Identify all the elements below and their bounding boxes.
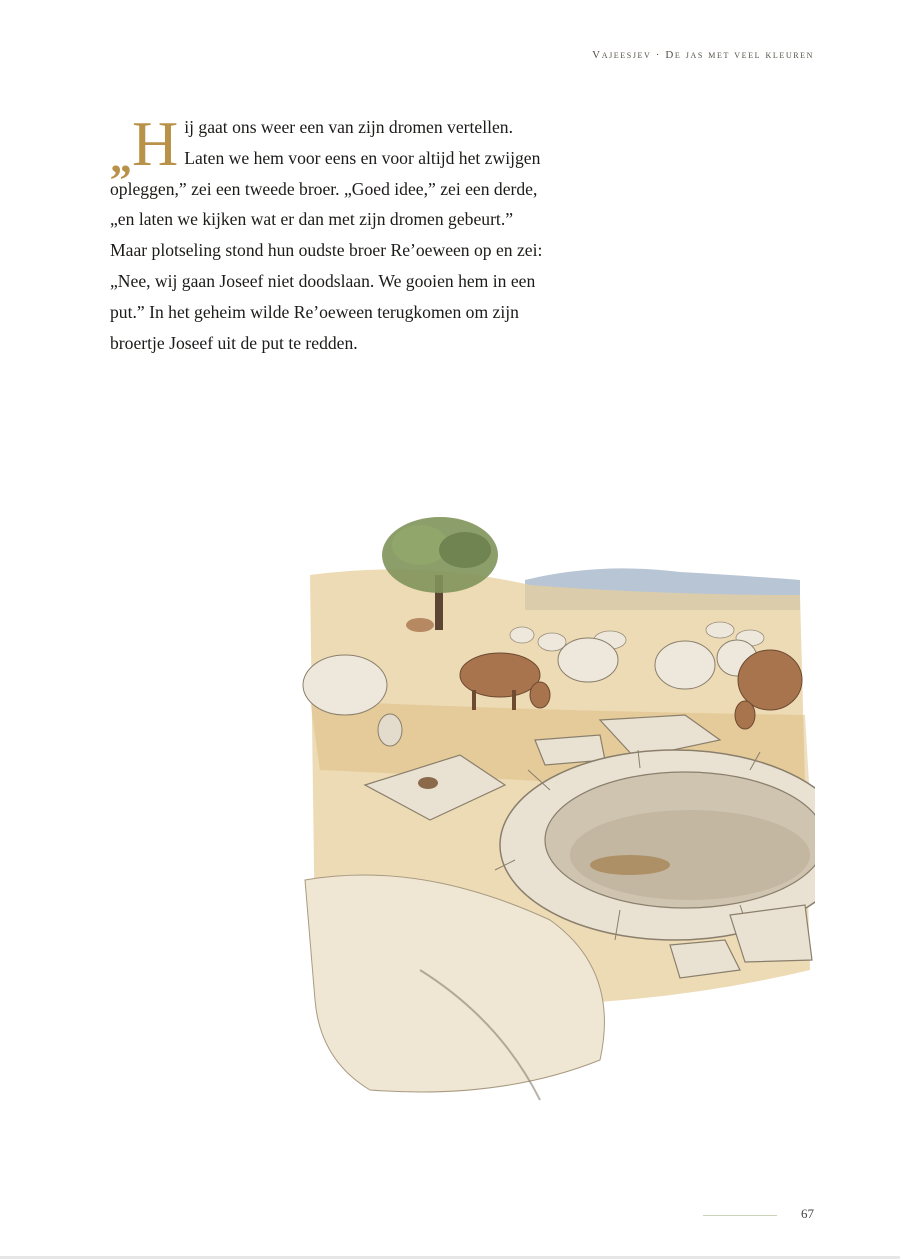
drop-cap-quote: „ — [110, 133, 132, 182]
page-number: 67 — [801, 1206, 814, 1221]
sheep-left — [303, 655, 387, 715]
footer-rule — [703, 1215, 777, 1216]
story-text — [110, 108, 550, 358]
bird — [418, 777, 438, 789]
drop-cap — [110, 108, 179, 182]
story-paragraph: ij gaat ons weer een van zijn dromen vertellen. Laten we hem voor eens en voor altijd het zwijgen opleggen,” zei een tweede broer. „Goed idee,” zei een derde, „en laten we kijken wat er dan met zijn dromen gebeurt.” Maar plotseling stond hun oudste broer Re’oeween op en zei: „Nee, wij gaan Joseef niet doodslaan. We gooien hem in een put.” In het geheim wilde Re’oeween terugkomen om zijn broertje Joseef uit de put te redden. — [110, 117, 543, 353]
well-illustration — [300, 500, 815, 1110]
running-head: Vajeesjev · De jas met veel kleuren — [592, 49, 814, 61]
drop-cap-letter: H — [132, 108, 179, 179]
sheep-center — [558, 638, 618, 682]
